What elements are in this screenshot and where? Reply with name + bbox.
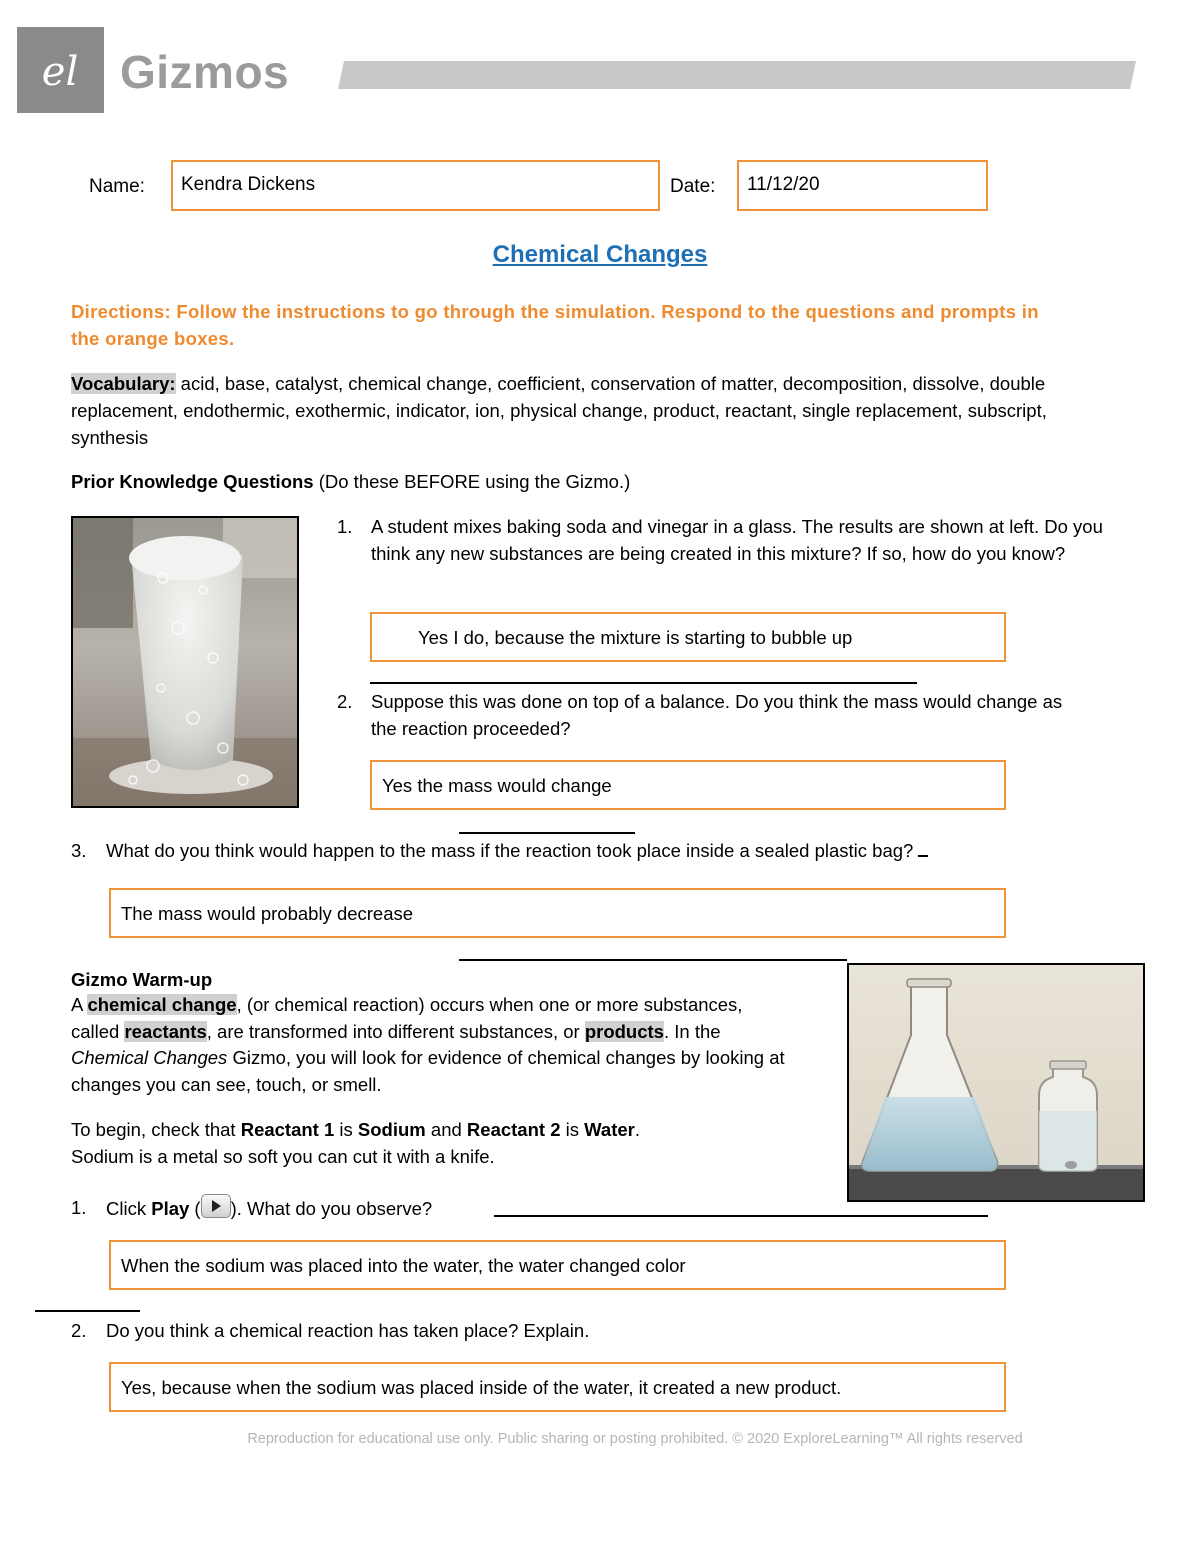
- vocabulary: [71, 370, 1111, 451]
- logo-text: el: [41, 49, 79, 95]
- question-text: Suppose this was done on top of a balance. Do you think the mass would change as the reaction proceeded?: [371, 691, 1063, 739]
- water-label: Water: [584, 1119, 635, 1140]
- question-number: 1.: [337, 516, 353, 537]
- explorelearning-logo: [17, 27, 104, 113]
- underline-rule: [459, 959, 847, 961]
- reactant-1-label: Reactant 1: [240, 1119, 335, 1140]
- sodium-label: Sodium: [357, 1119, 426, 1140]
- text-run: and: [425, 1119, 467, 1140]
- header-bar: [338, 61, 1136, 89]
- term-chemical-change: chemical change: [87, 994, 237, 1015]
- prior-heading-text: Prior Knowledge Questions: [71, 471, 314, 492]
- gizmo-flask-screenshot: [847, 963, 1145, 1202]
- text-run: (: [189, 1198, 201, 1219]
- underline-rule: [35, 1310, 140, 1312]
- date-field[interactable]: 11/12/20: [737, 160, 988, 211]
- reactant-2-label: Reactant 2: [466, 1119, 561, 1140]
- text-run: Click: [106, 1198, 152, 1219]
- warmup-paragraph: [71, 992, 791, 1098]
- prior-heading-note: (Do these BEFORE using the Gizmo.): [313, 471, 631, 492]
- gizmo-name: Chemical Changes: [71, 1047, 228, 1068]
- text-run: , are transformed into different substances, or: [206, 1020, 585, 1042]
- question-text: [106, 1194, 526, 1222]
- play-icon: [201, 1194, 231, 1218]
- text-run: A: [71, 994, 88, 1015]
- begin-paragraph: [71, 1116, 791, 1170]
- text-run: , (or chemical reaction) occurs when one or more substances, called: [71, 994, 743, 1042]
- answer-box[interactable]: Yes I do, because the mixture is starting to bubble up: [370, 612, 1006, 662]
- vocabulary-label: Vocabulary:: [71, 373, 176, 394]
- answer-box[interactable]: Yes the mass would change: [370, 760, 1006, 810]
- page-title: Chemical Changes: [492, 241, 708, 268]
- answer-box[interactable]: The mass would probably decrease: [109, 888, 1006, 938]
- text-run: ). What do you observe?: [230, 1198, 433, 1219]
- name-field[interactable]: Kendra Dickens: [171, 160, 660, 211]
- question-number: 1.: [71, 1197, 87, 1218]
- brand-name: Gizmos: [120, 46, 290, 98]
- question-text-content: What do you think would happen to the mass if the reaction took place inside a sealed plastic bag?: [106, 840, 914, 861]
- vocabulary-terms: acid, base, catalyst, chemical change, coefficient, conservation of matter, decomposition, dissolve, double replacement, endothermic, exothermic, indicator, ion, physical change, product, reactant, single replacement, subscript, synthesis: [71, 373, 1047, 448]
- answer-box[interactable]: Yes, because when the sodium was placed inside of the water, it created a new product.: [109, 1362, 1006, 1412]
- directions: Directions: Follow the instructions to go through the simulation. Respond to the questions and prompts in the orange boxes.: [71, 301, 1039, 349]
- question-number: 2.: [337, 691, 353, 712]
- text-run: Sodium is a metal so soft you can cut it with a knife.: [71, 1146, 495, 1167]
- text-run: To begin, check that: [71, 1119, 241, 1140]
- question-number: 3.: [71, 840, 87, 861]
- baking-soda-vinegar-photo: [71, 516, 299, 808]
- date-label: Date:: [670, 176, 716, 197]
- warmup-heading: Gizmo Warm-up: [71, 969, 213, 990]
- question-number: 2.: [71, 1320, 87, 1341]
- question-text: Do you think a chemical reaction has taken place? Explain.: [106, 1320, 590, 1341]
- answer-box[interactable]: When the sodium was placed into the water, the water changed color: [109, 1240, 1006, 1290]
- prior-knowledge-heading: [71, 470, 630, 494]
- answer-blank: [918, 841, 928, 857]
- question-text: [106, 837, 1086, 864]
- text-run: Gizmo, you will look for evidence of chemical changes by looking at changes you can see, touch, or smell.: [71, 1047, 785, 1095]
- question-text: A student mixes baking soda and vinegar in a glass. The results are shown at left. Do you think any new substances are being created in this mixture? If so, how do you know?: [371, 516, 1103, 564]
- text-run: is: [334, 1119, 358, 1140]
- footer-copyright: Reproduction for educational use only. Public sharing or posting prohibited. © 2020 ExploreLearning™ All rights reserved: [247, 1431, 1023, 1447]
- answer-line: [494, 1215, 988, 1217]
- underline-rule: [370, 682, 917, 684]
- text-run: . In the: [663, 1020, 721, 1042]
- underline-rule: [459, 832, 635, 834]
- term-reactants: reactants: [124, 1020, 207, 1042]
- term-products: products: [584, 1020, 664, 1042]
- text-run: is: [560, 1119, 585, 1140]
- play-label: Play: [151, 1198, 190, 1219]
- text-run: .: [634, 1119, 640, 1140]
- name-label: Name:: [89, 176, 145, 197]
